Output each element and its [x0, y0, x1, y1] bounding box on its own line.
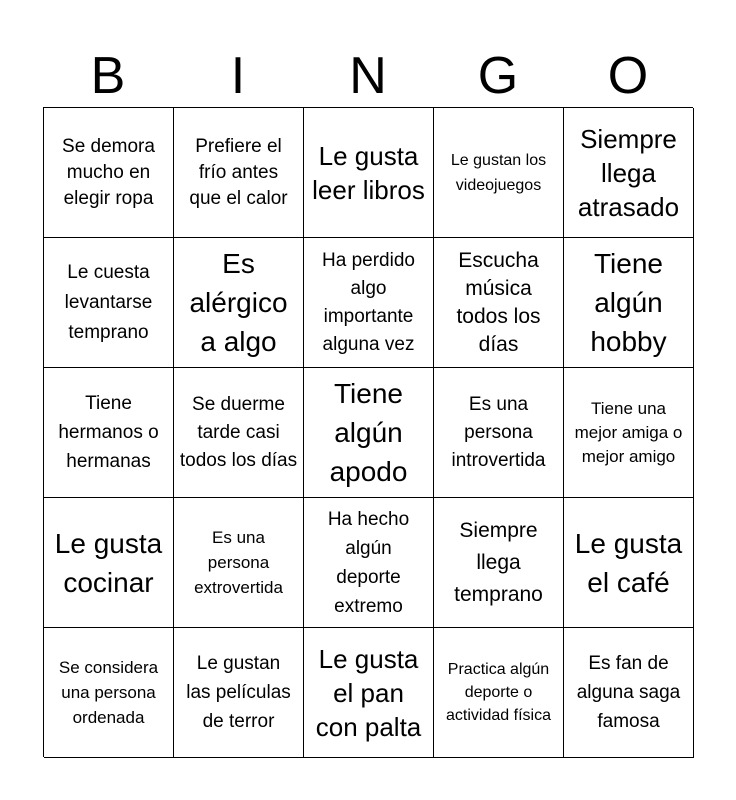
bingo-grid: [43, 107, 693, 757]
cell-text: Le gustan las películas de terror: [186, 653, 291, 732]
bingo-header: [43, 46, 693, 106]
bingo-cell[interactable]: [564, 368, 694, 498]
bingo-cell[interactable]: [174, 498, 304, 628]
bingo-cell[interactable]: [174, 108, 304, 238]
header-letter-n: N: [349, 47, 387, 105]
bingo-cell[interactable]: [304, 368, 434, 498]
bingo-cell[interactable]: [564, 108, 694, 238]
cell-text: Escucha música todos los días: [456, 248, 541, 356]
cell-text: Es una persona extrovertida: [194, 528, 283, 597]
cell-text: Es fan de alguna saga famosa: [576, 653, 681, 732]
bingo-cell[interactable]: [304, 238, 434, 368]
bingo-cell[interactable]: [564, 498, 694, 628]
bingo-cell[interactable]: [434, 498, 564, 628]
cell-text: Prefiere el frío antes que el calor: [189, 135, 288, 209]
bingo-cell[interactable]: [44, 108, 174, 238]
cell-text: Se considera una persona ordenada: [58, 658, 159, 727]
cell-text: Tiene hermanos o hermanas: [58, 393, 159, 472]
cell-text: Tiene algún hobby: [590, 248, 667, 357]
cell-text: Practica algún deporte o actividad física: [446, 661, 551, 724]
cell-text: Ha perdido algo importante alguna vez: [322, 249, 415, 355]
cell-text: Le gustan los videojuegos: [450, 151, 547, 194]
bingo-cell[interactable]: [44, 628, 174, 758]
cell-text: Tiene algún apodo: [329, 378, 408, 487]
bingo-cell[interactable]: [434, 368, 564, 498]
cell-text: Le gusta leer libros: [312, 140, 425, 205]
bingo-cell[interactable]: [434, 108, 564, 238]
bingo-cell[interactable]: [564, 238, 694, 368]
bingo-cell[interactable]: [44, 498, 174, 628]
cell-text: Siempre llega atrasado: [577, 123, 680, 222]
header-letter-g: G: [477, 47, 519, 105]
bingo-cell[interactable]: [44, 368, 174, 498]
header-letter-o: O: [607, 47, 649, 105]
cell-text: Le gusta el pan con palta: [315, 643, 422, 742]
cell-text: Siempre llega temprano: [454, 518, 543, 606]
cell-text: Le gusta el café: [574, 527, 683, 598]
cell-text: Le cuesta levantarse temprano: [64, 261, 153, 343]
bingo-cell[interactable]: [44, 238, 174, 368]
cell-text: Se demora mucho en elegir ropa: [62, 135, 155, 209]
cell-text: Tiene una mejor amiga o mejor amigo: [574, 398, 683, 466]
bingo-cell[interactable]: [304, 108, 434, 238]
bingo-cell[interactable]: [564, 628, 694, 758]
bingo-cell[interactable]: [174, 628, 304, 758]
bingo-cell[interactable]: [174, 368, 304, 498]
cell-text: Se duerme tarde casi todos los días: [179, 393, 298, 471]
cell-text: Es alérgico a algo: [189, 248, 288, 357]
header-letter-i: I: [230, 47, 246, 105]
bingo-cell[interactable]: [434, 628, 564, 758]
header-letter-b: B: [90, 47, 126, 105]
cell-text: Le gusta cocinar: [54, 527, 163, 598]
cell-text: Ha hecho algún deporte extremo: [327, 508, 410, 617]
bingo-cell[interactable]: [304, 498, 434, 628]
cell-text: Es una persona introvertida: [451, 393, 546, 471]
bingo-cell[interactable]: [434, 238, 564, 368]
bingo-cell[interactable]: [304, 628, 434, 758]
bingo-cell[interactable]: [174, 238, 304, 368]
